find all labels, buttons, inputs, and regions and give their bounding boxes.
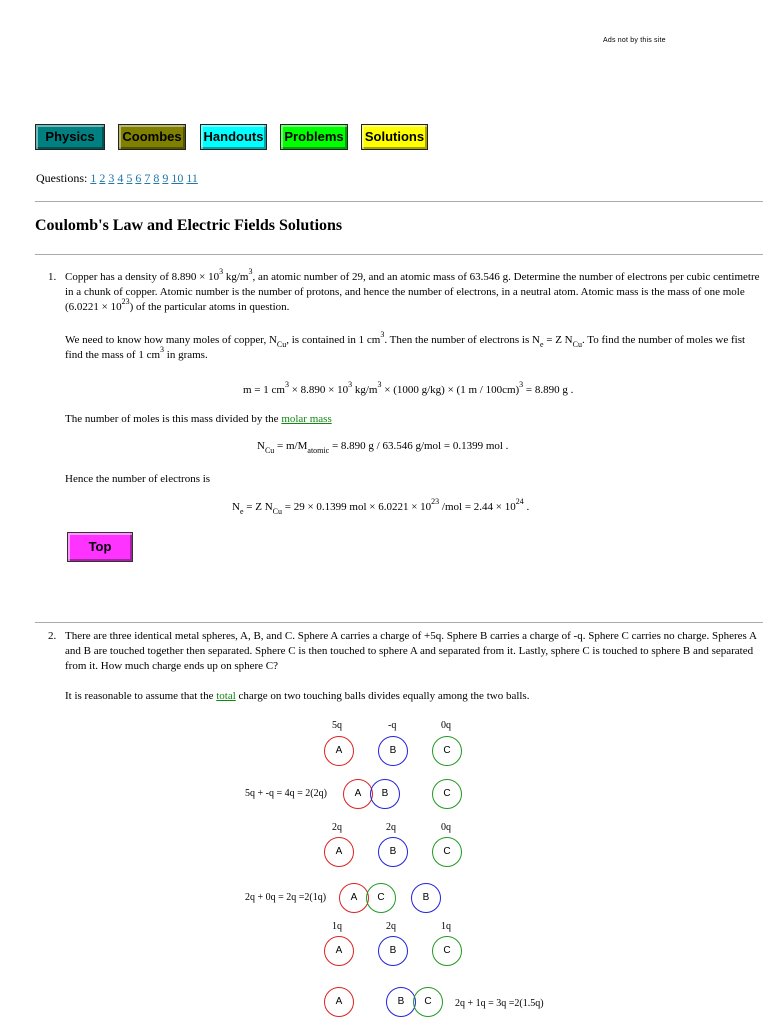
- sphere-a: A: [324, 736, 354, 766]
- question-link-2[interactable]: 2: [99, 171, 106, 185]
- charge-label: 2q: [386, 921, 396, 932]
- question-number: 1.: [48, 271, 57, 283]
- nav-handouts-button[interactable]: Handouts: [200, 124, 267, 150]
- question-link-7[interactable]: 7: [144, 171, 151, 185]
- sphere-b: B: [378, 936, 408, 966]
- sphere-b: B: [378, 736, 408, 766]
- mass-equation: m = 1 $cm^3 \times 8.890 \times 10^3$ $kg/m^3 \times (1000$ g/kg) × (1 m / 100cm)$^3$ = 8.890 g .: [243, 380, 574, 396]
- sphere-c: C: [413, 987, 443, 1017]
- question-2-text: There are three identical metal spheres, A, B, and C. Sphere A carries a charge of +5q. Sphere B carries a charge of -q. Sphere C carries no charge. Spheres A and B are touched together then separated. Sphere C is then touched to sphere A and separated from it. Lastly, sphere C is touched to sphere B and separated from it. How much charge ends up on sphere C?: [65, 630, 757, 672]
- question-link-6[interactable]: 6: [135, 171, 142, 185]
- question-link-8[interactable]: 8: [153, 171, 160, 185]
- charge-label: 2q: [332, 822, 342, 833]
- equation-label: 5q + -q = 4q = 2(2q): [245, 788, 327, 799]
- sphere-a: A: [324, 837, 354, 867]
- sphere-b: B: [378, 837, 408, 867]
- ads-notice: Ads not by this site: [603, 37, 666, 44]
- question-link-1[interactable]: 1: [90, 171, 97, 185]
- charge-label: 5q: [332, 720, 342, 731]
- question-number: 2.: [48, 630, 57, 642]
- question-link-4[interactable]: 4: [117, 171, 124, 185]
- sphere-c: C: [366, 883, 396, 913]
- nav-physics-button[interactable]: Physics: [35, 124, 105, 150]
- sphere-c: C: [432, 936, 462, 966]
- nav-coombes-button[interactable]: Coombes: [118, 124, 186, 150]
- sphere-b: B: [386, 987, 416, 1017]
- equation-label: 2q + 0q = 2q =2(1q): [245, 892, 327, 903]
- top-button[interactable]: Top: [67, 532, 133, 562]
- question-link-9[interactable]: 9: [162, 171, 169, 185]
- divider: [35, 254, 763, 255]
- charge-label: 1q: [332, 921, 342, 932]
- question-link-3[interactable]: 3: [108, 171, 115, 185]
- charge-label: 1q: [441, 921, 451, 932]
- moles-equation: $N_{Cu} = m/M_{atomic} = 8.890$ g / 63.546 g/mol = 0.1399 mol .: [257, 440, 509, 456]
- charge-label: 0q: [441, 822, 451, 833]
- equation-label: 2q + 1q = 3q =2(1.5q): [455, 998, 544, 1009]
- sphere-a: A: [343, 779, 373, 809]
- molar-mass-link[interactable]: molar mass: [281, 413, 332, 425]
- questions-nav: [36, 171, 201, 186]
- page-title: Coulomb's Law and Electric Fields Solutions: [35, 217, 343, 234]
- question-link-11[interactable]: 11: [186, 171, 198, 185]
- sphere-a: A: [324, 987, 354, 1017]
- divider: [35, 201, 763, 202]
- sphere-a: A: [339, 883, 369, 913]
- question-link-10[interactable]: 10: [171, 171, 184, 185]
- sphere-c: C: [432, 736, 462, 766]
- electrons-equation: $N_e = Z$ $N_{Cu} = 29 \times 0.1399$ mol × $6.0221 \times 10^{23}$ $/mol = 2.44 \times 10^{24}$ .: [232, 497, 530, 517]
- divider: [35, 622, 763, 623]
- charge-label: 2q: [386, 822, 396, 833]
- question-1-text: Copper has a density of $8.890 \times 10^3$ $kg/m^3$, an atomic number of 29, and an atomic mass of 63.546 g. Determine the number of electrons per cubic centimetre in a chunk of copper. Atomic number is the number of protons, and hence the number of electrons, in a neutral atom. Atomic mass is the mass of one mole $(6.0221 \times 10^{23})$ of the particular atoms in question.: [65, 267, 760, 313]
- charge-label: 0q: [441, 720, 451, 731]
- sphere-b: B: [411, 883, 441, 913]
- total-link[interactable]: total: [216, 690, 236, 702]
- sphere-c: C: [432, 837, 462, 867]
- nav-solutions-button[interactable]: Solutions: [361, 124, 428, 150]
- question-link-5[interactable]: 5: [126, 171, 133, 185]
- questions-label: Questions:: [36, 171, 88, 185]
- sphere-a: A: [324, 936, 354, 966]
- sphere-c: C: [432, 779, 462, 809]
- sphere-b: B: [370, 779, 400, 809]
- charge-label: -q: [388, 720, 397, 731]
- nav-problems-button[interactable]: Problems: [280, 124, 348, 150]
